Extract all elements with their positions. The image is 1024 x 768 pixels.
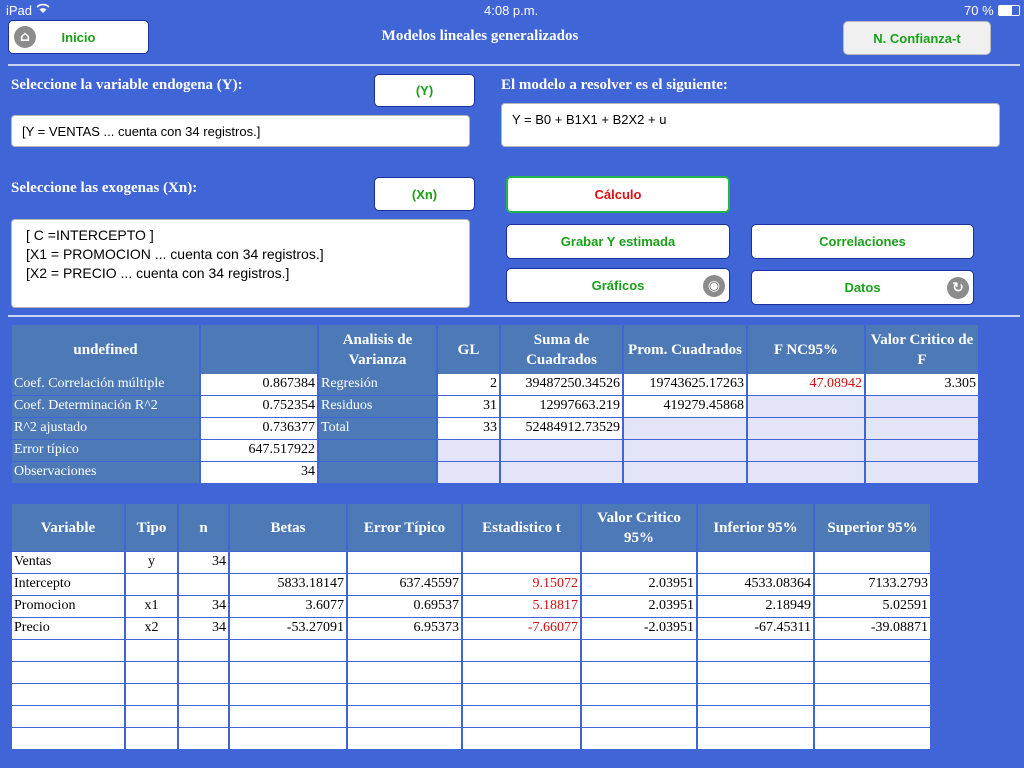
- anova-cell: [748, 396, 864, 417]
- anova-cell: 3.305: [866, 374, 978, 395]
- coef-header-cell: Variable: [12, 504, 124, 551]
- coef-cell: [815, 662, 930, 683]
- select-xn-button[interactable]: [374, 177, 475, 211]
- anova-cell: 12997663.219: [501, 396, 622, 417]
- device-label: iPad: [6, 3, 33, 18]
- coef-cell: [698, 640, 813, 661]
- select-xn-label: (Xn): [411, 186, 438, 202]
- coef-header-cell: Inferior 95%: [698, 504, 813, 551]
- coef-cell: [348, 640, 461, 661]
- anova-cell: [866, 396, 978, 417]
- coef-header-cell: Estadistico t: [463, 504, 580, 551]
- correlations-label: Correlaciones: [819, 234, 906, 249]
- anova-cell: 34: [201, 462, 317, 483]
- coef-cell: [126, 728, 177, 749]
- home-icon: ⌂: [14, 26, 36, 48]
- anova-cell: [748, 418, 864, 439]
- coef-cell: [815, 684, 930, 705]
- wifi-icon: [36, 2, 50, 17]
- coef-header-cell: Error Típico: [348, 504, 461, 551]
- coef-cell: [179, 662, 228, 683]
- anova-cell: [866, 440, 978, 461]
- anova-cell: [501, 462, 622, 483]
- model-label: El modelo a resolver es el siguiente:: [501, 77, 728, 93]
- anova-cell: [866, 462, 978, 483]
- anova-cell: [748, 440, 864, 461]
- coef-cell: [582, 684, 696, 705]
- anova-cell: 647.517922: [201, 440, 317, 461]
- anova-cell: R^2 ajustado: [12, 418, 199, 439]
- coef-cell: [815, 640, 930, 661]
- coef-cell: 34: [179, 552, 228, 573]
- model-equation: Y = B0 + B1X1 + B2X2 + u: [501, 103, 1000, 147]
- exogenous-item: [X1 = PROMOCION ... cuenta con 34 registros.]: [26, 246, 324, 262]
- anova-header-cell: GL: [438, 325, 499, 374]
- endogenous-field[interactable]: [Y = VENTAS ... cuenta con 34 registros.]: [11, 115, 470, 147]
- data-button[interactable]: [751, 270, 974, 305]
- coef-cell: 6.95373: [348, 618, 461, 639]
- anova-header-cell: [201, 325, 317, 374]
- coef-cell: x2: [126, 618, 177, 639]
- coef-cell: -53.27091: [230, 618, 346, 639]
- coef-header-cell: Tipo: [126, 504, 177, 551]
- coef-cell: [698, 706, 813, 727]
- coef-cell: Precio: [12, 618, 124, 639]
- coef-header-cell: n: [179, 504, 228, 551]
- anova-cell: 52484912.73529: [501, 418, 622, 439]
- coef-cell: 2.03951: [582, 574, 696, 595]
- eye-icon: ◉: [703, 275, 725, 297]
- confidence-button-label: N. Confianza-t: [873, 30, 961, 46]
- page-title: Modelos lineales generalizados: [381, 28, 579, 44]
- coef-cell: [698, 662, 813, 683]
- battery-percent: 70 %: [964, 3, 994, 18]
- calculate-button[interactable]: [506, 176, 730, 213]
- charts-label: Gráficos: [591, 278, 645, 293]
- coef-cell: 637.45597: [348, 574, 461, 595]
- coef-cell: -7.66077: [463, 618, 580, 639]
- coef-cell: Promocion: [12, 596, 124, 617]
- anova-header-cell: undefined: [12, 325, 199, 374]
- divider: [8, 315, 1020, 317]
- coef-cell: [230, 684, 346, 705]
- anova-cell: [624, 440, 746, 461]
- coef-cell: [230, 552, 346, 573]
- coef-cell: 3.6077: [230, 596, 346, 617]
- coef-cell: [12, 684, 124, 705]
- anova-cell: [319, 462, 436, 483]
- save-estimated-button[interactable]: [506, 224, 730, 259]
- coef-cell: [126, 662, 177, 683]
- anova-cell: Coef. Correlación múltiple: [12, 374, 199, 395]
- coef-cell: [463, 706, 580, 727]
- select-y-button[interactable]: [374, 74, 475, 107]
- coef-cell: [582, 640, 696, 661]
- coef-cell: [815, 706, 930, 727]
- coef-cell: [463, 640, 580, 661]
- coef-cell: [126, 706, 177, 727]
- coef-header-cell: Betas: [230, 504, 346, 551]
- coef-cell: [230, 706, 346, 727]
- coef-cell: [12, 728, 124, 749]
- coef-cell: [126, 684, 177, 705]
- anova-cell: Regresión: [319, 374, 436, 395]
- anova-cell: 0.736377: [201, 418, 317, 439]
- anova-cell: 39487250.34526: [501, 374, 622, 395]
- anova-cell: 2: [438, 374, 499, 395]
- select-y-label: (Y): [415, 83, 434, 98]
- save-estimated-label: Grabar Y estimada: [560, 234, 676, 249]
- coef-cell: 9.15072: [463, 574, 580, 595]
- anova-header-cell: Analisis de Varianza: [319, 325, 436, 374]
- exogenous-item: [X2 = PRECIO ... cuenta con 34 registros.]: [26, 265, 290, 281]
- coef-cell: [348, 552, 461, 573]
- coef-cell: 5.18817: [463, 596, 580, 617]
- coef-cell: x1: [126, 596, 177, 617]
- anova-cell: 47.08942: [748, 374, 864, 395]
- anova-cell: [748, 462, 864, 483]
- coef-cell: [179, 574, 228, 595]
- coef-header-cell: Valor Critico 95%: [582, 504, 696, 551]
- coef-cell: [698, 552, 813, 573]
- coef-cell: [348, 662, 461, 683]
- coef-cell: 5833.18147: [230, 574, 346, 595]
- coef-cell: [348, 706, 461, 727]
- coef-cell: [230, 728, 346, 749]
- coef-cell: [348, 684, 461, 705]
- coef-cell: 0.69537: [348, 596, 461, 617]
- coef-cell: [126, 574, 177, 595]
- confidence-button[interactable]: [843, 21, 991, 55]
- anova-cell: [438, 462, 499, 483]
- calculate-label: Cálculo: [594, 187, 642, 202]
- correlations-button[interactable]: [751, 224, 974, 259]
- coef-cell: y: [126, 552, 177, 573]
- coef-cell: [463, 662, 580, 683]
- anova-cell: 0.752354: [201, 396, 317, 417]
- divider: [8, 64, 1020, 66]
- anova-cell: Observaciones: [12, 462, 199, 483]
- refresh-icon: ↻: [947, 277, 969, 299]
- battery-icon: [998, 5, 1020, 16]
- anova-cell: [438, 440, 499, 461]
- coef-cell: [582, 728, 696, 749]
- coef-cell: Ventas: [12, 552, 124, 573]
- anova-cell: 19743625.17263: [624, 374, 746, 395]
- coef-cell: -2.03951: [582, 618, 696, 639]
- coef-cell: [12, 706, 124, 727]
- anova-cell: 0.867384: [201, 374, 317, 395]
- coef-cell: 2.18949: [698, 596, 813, 617]
- coef-cell: [230, 640, 346, 661]
- coef-cell: [463, 552, 580, 573]
- data-label: Datos: [844, 280, 881, 295]
- coef-cell: [463, 684, 580, 705]
- coef-cell: [348, 728, 461, 749]
- coef-cell: [12, 640, 124, 661]
- anova-cell: [624, 462, 746, 483]
- anova-cell: 31: [438, 396, 499, 417]
- coef-cell: [179, 728, 228, 749]
- clock: 4:08 p.m.: [484, 3, 539, 18]
- coef-cell: [179, 706, 228, 727]
- coef-cell: [230, 662, 346, 683]
- endogenous-label: Seleccione la variable endogena (Y):: [11, 77, 243, 93]
- anova-header-cell: Prom. Cuadrados: [624, 325, 746, 374]
- coef-cell: [815, 728, 930, 749]
- coef-cell: 34: [179, 596, 228, 617]
- anova-cell: Total: [319, 418, 436, 439]
- home-button-label: Inicio: [61, 29, 96, 45]
- anova-cell: 33: [438, 418, 499, 439]
- home-button[interactable]: [8, 20, 149, 54]
- coef-cell: [698, 728, 813, 749]
- coef-cell: [179, 684, 228, 705]
- anova-header-cell: Valor Critico de F: [866, 325, 978, 374]
- charts-button[interactable]: [506, 268, 730, 303]
- coef-cell: [815, 552, 930, 573]
- coef-cell: [582, 552, 696, 573]
- coef-header-cell: Superior 95%: [815, 504, 930, 551]
- anova-cell: Residuos: [319, 396, 436, 417]
- coef-cell: [179, 640, 228, 661]
- coef-cell: 4533.08364: [698, 574, 813, 595]
- coef-cell: [126, 640, 177, 661]
- exogenous-list[interactable]: [11, 219, 470, 308]
- coef-cell: 5.02591: [815, 596, 930, 617]
- anova-cell: [624, 418, 746, 439]
- exogenous-label: Seleccione las exogenas (Xn):: [11, 180, 198, 196]
- anova-cell: Coef. Determinación R^2: [12, 396, 199, 417]
- anova-header-cell: F NC95%: [748, 325, 864, 374]
- anova-cell: Error típico: [12, 440, 199, 461]
- anova-cell: [501, 440, 622, 461]
- coef-cell: 7133.2793: [815, 574, 930, 595]
- anova-cell: 419279.45868: [624, 396, 746, 417]
- coef-cell: [463, 728, 580, 749]
- coef-cell: 2.03951: [582, 596, 696, 617]
- anova-cell: [866, 418, 978, 439]
- coef-cell: [582, 662, 696, 683]
- coef-cell: [698, 684, 813, 705]
- anova-header-cell: Suma de Cuadrados: [501, 325, 622, 374]
- coef-cell: -67.45311: [698, 618, 813, 639]
- coef-cell: [12, 662, 124, 683]
- coef-cell: 34: [179, 618, 228, 639]
- coef-cell: -39.08871: [815, 618, 930, 639]
- exogenous-item: [ C =INTERCEPTO ]: [26, 227, 154, 243]
- coef-cell: [582, 706, 696, 727]
- coef-cell: Intercepto: [12, 574, 124, 595]
- anova-cell: [319, 440, 436, 461]
